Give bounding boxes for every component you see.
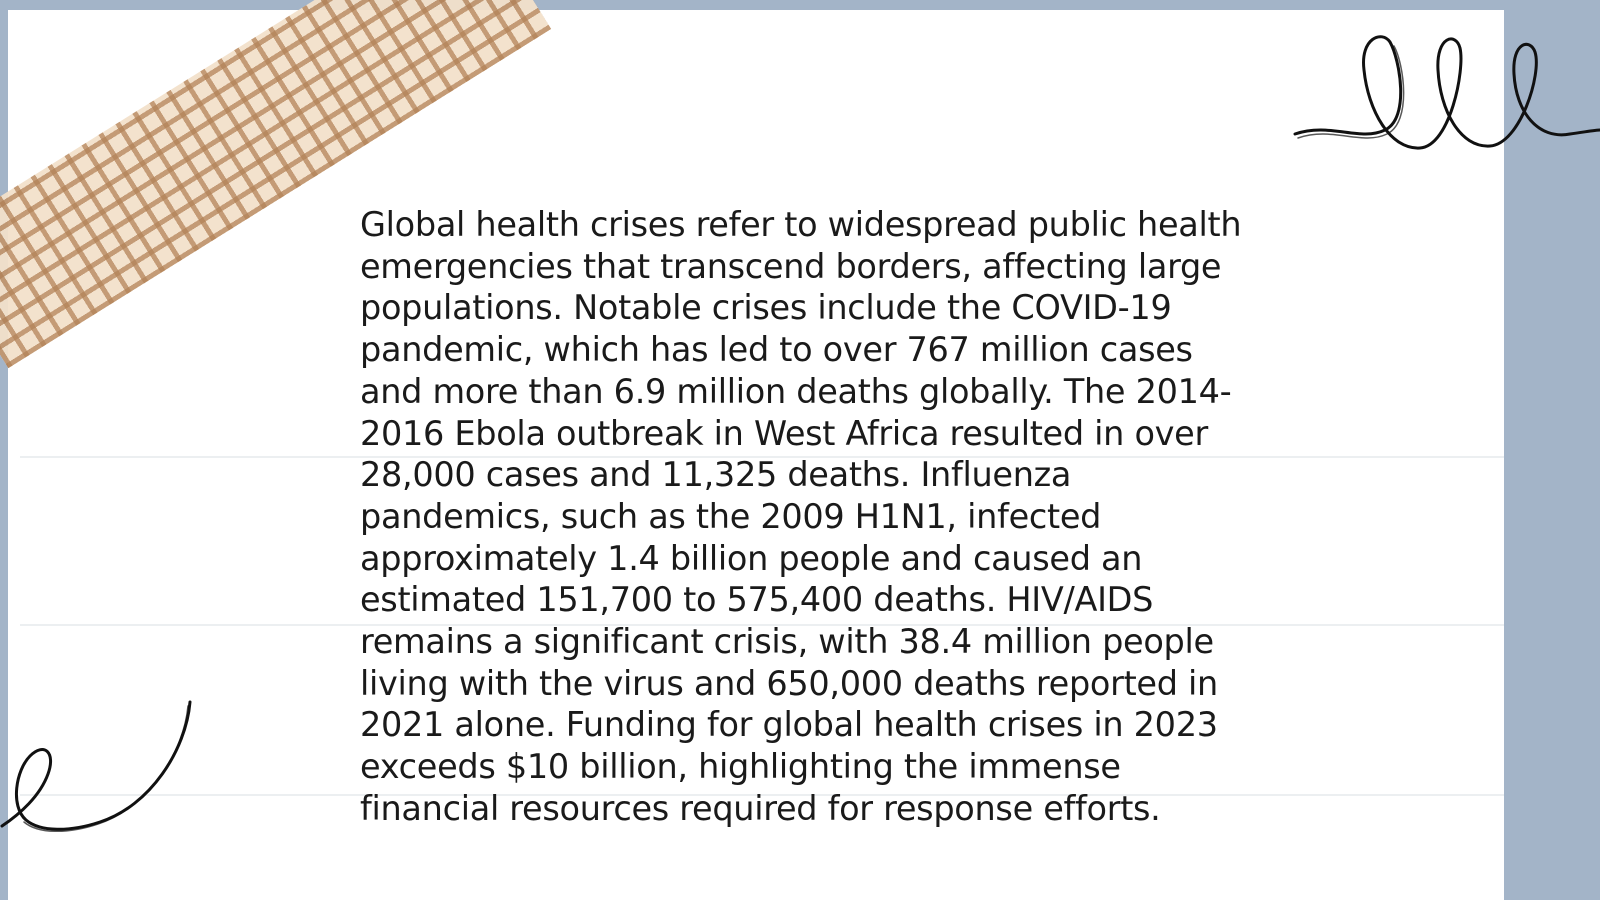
body-paragraph: Global health crises refer to widespread public health emergencies that transcend borders, affecting large populations. Notable crises include the COVID-19 pandemic, which has led to over 767 million cases and more than 6.9 million deaths globally. The 2014-2016 Ebola outbreak in West Africa resulted in over 28,000 cases and 11,325 deaths. Influenza pandemics, such as the 2009 H1N1, infected approximately 1.4 billion people and caused an estimated 151,700 to 575,400 deaths. HIV/AIDS remains a significant crisis, with 38.4 million people living with the virus and 650,000 deaths reported in 2021 alone. Funding for global health crises in 2023 exceeds $10 billion, highlighting the immense financial resources required for response efforts. <box>360 205 1242 828</box>
loop-squiggle-icon <box>1290 30 1600 170</box>
swirl-stroke-icon <box>0 690 200 850</box>
